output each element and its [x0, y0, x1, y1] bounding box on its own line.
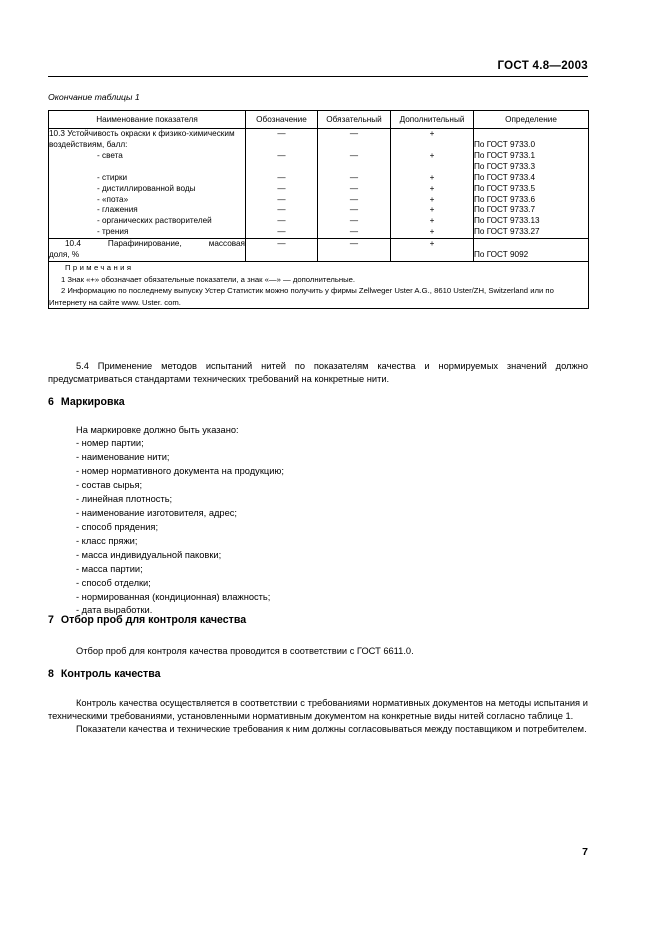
section-6-content: [76, 424, 588, 618]
list-item: - дата выработки.: [76, 605, 153, 616]
cell-obligatory: —: [318, 151, 391, 173]
table-notes-row: [49, 262, 589, 309]
section-7-paragraph: Отбор проб для контроля качества проводится в соответствии с ГОСТ 6611.0.: [76, 646, 414, 656]
table-row: [49, 195, 589, 206]
column-header-definition: Определение: [474, 111, 589, 129]
note-item: 2 Информацию по последнему выпуску Устер Статистик можно получить у фирмы Zellweger Uster A.G., 8610 Uster/ZH, Switzerland или по Интернету на сайте www. Uster. com.: [49, 286, 554, 307]
list-item: - масса индивидуальной паковки;: [76, 549, 222, 560]
cell-indicator-name: [49, 239, 246, 262]
column-header-name: Наименование показателя: [49, 111, 246, 129]
cell-indicator-name: [49, 216, 246, 227]
section-7-number: 7: [48, 614, 54, 626]
section-8-title: Контроль качества: [60, 668, 161, 680]
cell-additional: +: [391, 216, 474, 227]
cell-indicator-name: [49, 129, 246, 151]
definition-text: По ГОСТ 9092: [474, 250, 529, 260]
cell-designation: —: [246, 205, 318, 216]
cell-obligatory: —: [318, 184, 391, 195]
list-item: - наименование изготовителя, адрес;: [76, 507, 238, 518]
cell-additional: +: [391, 151, 474, 173]
cell-designation: —: [246, 227, 318, 238]
list-item: - способ отделки;: [76, 577, 151, 588]
cell-designation: —: [246, 216, 318, 227]
cell-obligatory: —: [318, 239, 391, 262]
column-header-obligatory: Обязательный: [318, 111, 391, 129]
list-item: - масса партии;: [76, 563, 143, 574]
column-header-designation: Обозначение: [246, 111, 318, 129]
indicator-name: - трения: [97, 227, 129, 237]
table-caption: Окончание таблицы 1: [48, 92, 140, 102]
section-8-block: [48, 668, 588, 680]
list-item: - класс пряжи;: [76, 535, 138, 546]
table-header: [49, 111, 589, 129]
cell-obligatory: —: [318, 129, 391, 151]
section-6-number: 6: [48, 396, 54, 408]
cell-definition: По ГОСТ 9733.7: [474, 205, 589, 216]
cell-additional: +: [391, 227, 474, 238]
cell-designation: —: [246, 151, 318, 173]
cell-designation: —: [246, 173, 318, 184]
cell-designation: —: [246, 239, 318, 262]
indicator-name: - стирки: [97, 172, 128, 182]
running-header: ГОСТ 4.8—2003: [48, 60, 588, 77]
table-row: [49, 129, 589, 151]
section-7-heading: [48, 614, 588, 626]
table-body: [49, 129, 589, 309]
indicator-name-line-2: химическим воздействиям, балл:: [49, 129, 235, 149]
section-8-content: [48, 697, 588, 737]
table-row: [49, 216, 589, 227]
cell-definition: По ГОСТ 9733.5: [474, 184, 589, 195]
list-item: - наименование нити;: [76, 452, 170, 463]
indicator-name: - света: [97, 150, 123, 160]
cell-definition: По ГОСТ 9733.6: [474, 195, 589, 206]
definition-text: По ГОСТ 9733.1: [474, 150, 536, 160]
cell-obligatory: —: [318, 173, 391, 184]
section-8-heading: [48, 668, 588, 680]
cell-indicator-name: [49, 151, 246, 173]
list-item: - линейная плотность;: [76, 493, 173, 504]
definition-spacer: [474, 239, 588, 250]
cell-obligatory: —: [318, 216, 391, 227]
column-header-additional: Дополнительный: [391, 111, 474, 129]
cell-additional: +: [391, 239, 474, 262]
marking-list: [76, 437, 588, 618]
cell-additional: +: [391, 173, 474, 184]
section-7-title: Отбор проб для контроля качества: [60, 614, 247, 626]
clause-5-4-block: [48, 360, 588, 386]
section-8-paragraph-1: Контроль качества осуществляется в соответствии с требованиями нормативных документов на методы испытания и техническими требованиями, установленными нормативным документом на конкретные виды нитей согласно таблице 1.: [48, 698, 588, 722]
section-6-title: Маркировка: [60, 396, 125, 408]
definition-text-extra: По ГОСТ 9733.3: [474, 161, 536, 171]
clause-5-4-text: 5.4 Применение методов испытаний нитей по показателям качества и нормируемых значений должно предусматриваться стандартами технических требований на конкретные нити.: [48, 361, 588, 385]
cell-additional: +: [391, 205, 474, 216]
cell-designation: —: [246, 195, 318, 206]
indicator-name-line-1: 10.4 Парафинирование, массовая: [65, 239, 245, 249]
notes-title: Примечания: [65, 263, 134, 273]
list-item: - номер нормативного документа на продукцию;: [76, 466, 284, 477]
cell-obligatory: —: [318, 205, 391, 216]
cell-definition: По ГОСТ 9733.27: [474, 227, 589, 238]
list-item: - нормированная (кондиционная) влажность;: [76, 591, 271, 602]
table-row: [49, 184, 589, 195]
indicator-name-line-2: доля, %: [49, 250, 80, 260]
quality-indicators-table: [48, 110, 589, 309]
indicator-name: - дистиллированной воды: [97, 183, 196, 193]
table-row: [49, 173, 589, 184]
list-item: - номер партии;: [76, 438, 144, 449]
section-8-paragraph-2: Показатели качества и технические требования к ним должны согласовываться между поставщиком и потребителем.: [76, 724, 587, 735]
list-item: - состав сырья;: [76, 480, 143, 490]
cell-additional: +: [391, 129, 474, 151]
cell-indicator-name: [49, 184, 246, 195]
page-number: 7: [582, 846, 588, 858]
cell-additional: +: [391, 184, 474, 195]
table-row: [49, 239, 589, 262]
cell-obligatory: —: [318, 195, 391, 206]
definition-spacer: [474, 129, 588, 140]
table-row: [49, 227, 589, 238]
cell-indicator-name: [49, 227, 246, 238]
cell-designation: —: [246, 129, 318, 151]
marking-intro: На маркировке должно быть указано:: [76, 425, 239, 435]
cell-indicator-name: [49, 173, 246, 184]
indicator-name: - глажения: [97, 205, 138, 215]
cell-definition: По ГОСТ 9733.4: [474, 173, 589, 184]
table-notes: [49, 262, 589, 309]
cell-obligatory: —: [318, 227, 391, 238]
cell-definition: [474, 129, 589, 151]
indicator-name: - органических растворителей: [97, 216, 212, 226]
section-7-content: [76, 645, 588, 658]
cell-definition: [474, 239, 589, 262]
table-row: [49, 205, 589, 216]
section-8-number: 8: [48, 668, 54, 680]
table-row: [49, 151, 589, 173]
cell-additional: +: [391, 195, 474, 206]
cell-designation: —: [246, 184, 318, 195]
table-header-row: [49, 111, 589, 129]
indicator-name-line-1: 10.3 Устойчивость окраски к физико-: [49, 129, 189, 138]
section-7-block: [48, 614, 588, 626]
cell-indicator-name: [49, 195, 246, 206]
definition-text: По ГОСТ 9733.0: [474, 140, 536, 149]
list-item: - способ прядения;: [76, 521, 159, 532]
cell-definition: [474, 151, 589, 173]
section-6-block: [48, 396, 588, 408]
cell-definition: По ГОСТ 9733.13: [474, 216, 589, 227]
indicator-name: - «пота»: [97, 194, 129, 204]
note-item: 1 Знак «+» обозначает обязательные показатели, а знак «—» — дополнительные.: [61, 275, 356, 285]
cell-indicator-name: [49, 205, 246, 216]
section-6-heading: [48, 396, 588, 408]
